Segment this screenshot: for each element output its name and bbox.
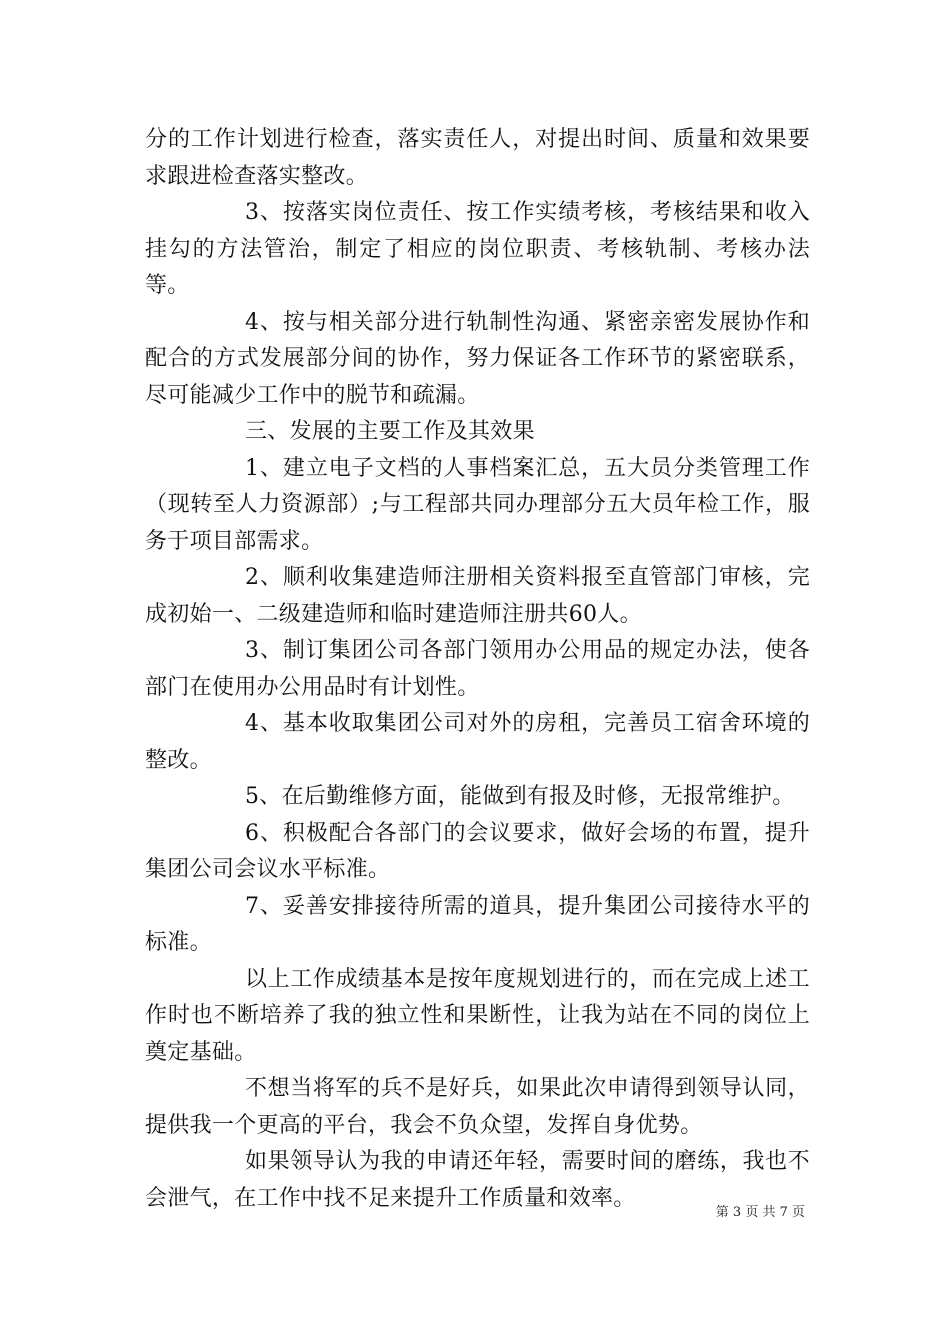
paragraph-continuation: 分的工作计划进行检查，落实责任人，对提出时间、质量和效果要求跟进检查落实整改。 xyxy=(145,127,810,189)
paragraph-closing: 如果领导认为我的申请还年轻，需要时间的磨练，我也不会泄气，在工作中找不足来提升工作质量和效率。 xyxy=(145,1149,810,1211)
section-heading-main-work: 三、发展的主要工作及其效果 xyxy=(245,419,535,444)
page-number-footer: 第 3 页 共 7 页 xyxy=(715,1205,805,1220)
paragraph-work-1-archives: 1、建立电子文档的人事档案汇总，五大员分类管理工作（现转至人力资源部）;与工程部共同办理部分五大员年检工作，服务于项目部需求。 xyxy=(145,455,810,554)
paragraph-ambition: 不想当将军的兵不是好兵，如果此次申请得到领导认同，提供我一个更高的平台，我会不负众望，发挥自身优势。 xyxy=(145,1076,810,1138)
paragraph-item-3-responsibility: 3、按落实岗位责任、按工作实绩考核，考核结果和收入挂勾的方法管治，制定了相应的岗位职责、考核轨制、考核办法等。 xyxy=(145,200,810,298)
paragraph-work-2-builders: 2、顺利收集建造师注册相关资料报至直管部门审核，完成初始一、二级建造师和临时建造师注册共60人。 xyxy=(145,565,810,627)
paragraph-work-6-meetings: 6、积极配合各部门的会议要求，做好会场的布置，提升集团公司会议水平标准。 xyxy=(145,820,810,882)
paragraph-work-7-reception: 7、妥善安排接待所需的道具，提升集团公司接待水平的标准。 xyxy=(145,893,810,955)
document-body xyxy=(145,122,810,1217)
paragraph-item-4-coordination: 4、按与相关部分进行轨制性沟通、紧密亲密发展协作和配合的方式发展部分间的协作，努力保证各工作环节的紧密联系，尽可能减少工作中的脱节和疏漏。 xyxy=(145,309,810,408)
paragraph-work-5-maintenance: 5、在后勤维修方面，能做到有报及时修，无报常维护。 xyxy=(245,784,795,809)
paragraph-summary: 以上工作成绩基本是按年度规划进行的，而在完成上述工作时也不断培养了我的独立性和果断性，让我为站在不同的岗位上奠定基础。 xyxy=(145,966,810,1065)
paragraph-work-3-supplies: 3、制订集团公司各部门领用办公用品的规定办法，使各部门在使用办公用品时有计划性。 xyxy=(145,638,810,700)
paragraph-work-4-rent: 4、基本收取集团公司对外的房租，完善员工宿舍环境的整改。 xyxy=(145,711,810,773)
